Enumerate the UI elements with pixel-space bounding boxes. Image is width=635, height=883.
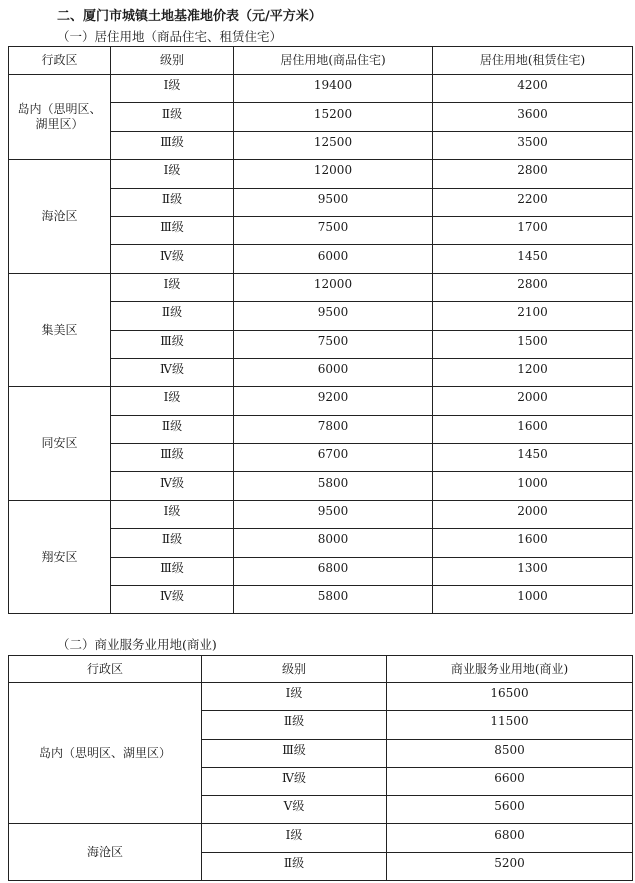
rental-price-cell-text: 1500 xyxy=(517,333,548,348)
level-cell-text: Ⅰ级 xyxy=(163,276,181,291)
commodity-price-cell-text: 9500 xyxy=(317,504,349,519)
commodity-price-cell-text: 5800 xyxy=(317,475,349,490)
commodity-price-cell-text: 9500 xyxy=(317,305,349,320)
residential-table xyxy=(8,46,633,614)
commercial-price-cell-text: 5600 xyxy=(494,799,525,814)
commercial-price-cell xyxy=(387,739,633,767)
commodity-price-cell xyxy=(234,131,433,159)
level-cell xyxy=(111,160,234,188)
district-cell: 同安区 xyxy=(9,387,111,501)
commodity-price-cell xyxy=(234,302,433,330)
commodity-price-cell-text: 12500 xyxy=(313,134,353,149)
commercial-price-cell-text: 5200 xyxy=(494,855,525,870)
commercial-price-cell xyxy=(387,683,633,711)
rental-price-cell xyxy=(433,75,633,103)
table-row xyxy=(9,683,633,711)
table-row xyxy=(9,273,633,301)
level-cell xyxy=(111,131,234,159)
level-cell xyxy=(111,188,234,216)
residential-table-body xyxy=(9,75,633,614)
level-cell-text: Ⅲ级 xyxy=(160,134,184,149)
level-cell xyxy=(202,796,387,824)
level-cell-text: Ⅳ级 xyxy=(160,248,184,263)
commodity-price-cell xyxy=(234,358,433,386)
level-cell-text: Ⅰ级 xyxy=(285,686,303,701)
level-cell-text: Ⅰ级 xyxy=(285,827,303,842)
district-cell: 集美区 xyxy=(9,273,111,387)
level-cell xyxy=(111,586,234,614)
table-row xyxy=(9,500,633,528)
rental-price-cell-text: 1600 xyxy=(517,532,548,547)
level-cell xyxy=(202,711,387,739)
rental-price-cell-text: 3500 xyxy=(517,134,548,149)
commodity-price-cell xyxy=(234,103,433,131)
rental-price-cell-text: 1200 xyxy=(517,362,548,377)
table-row xyxy=(9,160,633,188)
commodity-price-cell-text: 6000 xyxy=(317,248,349,263)
rental-price-cell-text: 1700 xyxy=(517,220,548,235)
rental-price-cell-text: 1000 xyxy=(517,475,548,490)
header-district: 行政区 xyxy=(9,47,111,75)
commodity-price-cell-text: 6700 xyxy=(317,447,349,462)
commodity-price-cell xyxy=(234,529,433,557)
table-row xyxy=(9,387,633,415)
rental-price-cell-text: 1300 xyxy=(517,560,548,575)
level-cell xyxy=(111,500,234,528)
header-rental: 居住用地(租赁住宅) xyxy=(433,47,633,75)
level-cell xyxy=(111,216,234,244)
commodity-price-cell xyxy=(234,75,433,103)
level-cell xyxy=(111,472,234,500)
rental-price-cell xyxy=(433,415,633,443)
rental-price-cell-text: 1600 xyxy=(517,418,548,433)
district-cell: 岛内（思明区、湖里区） xyxy=(9,75,111,160)
commodity-price-cell-text: 15200 xyxy=(313,106,353,121)
header-level: 级别 xyxy=(111,47,234,75)
rental-price-cell xyxy=(433,529,633,557)
level-cell xyxy=(202,852,387,880)
district-cell: 海沧区 xyxy=(9,160,111,274)
commercial-price-cell-text: 6800 xyxy=(494,827,525,842)
rental-price-cell-text: 2100 xyxy=(517,305,548,320)
commodity-price-cell xyxy=(234,586,433,614)
level-cell-text: Ⅱ级 xyxy=(283,855,305,870)
rental-price-cell xyxy=(433,586,633,614)
district-cell: 翔安区 xyxy=(9,500,111,614)
level-cell xyxy=(111,444,234,472)
commodity-price-cell xyxy=(234,245,433,273)
commodity-price-cell xyxy=(234,387,433,415)
level-cell xyxy=(111,415,234,443)
page-title: 二、厦门市城镇土地基准地价表（元/平方米） xyxy=(57,9,322,24)
level-cell-text: Ⅰ级 xyxy=(163,163,181,178)
commodity-price-cell xyxy=(234,500,433,528)
rental-price-cell-text: 1000 xyxy=(517,589,548,604)
level-cell-text: Ⅳ级 xyxy=(160,475,184,490)
level-cell xyxy=(202,739,387,767)
level-cell-text: Ⅱ级 xyxy=(161,418,183,433)
level-cell xyxy=(202,683,387,711)
level-cell-text: Ⅲ级 xyxy=(160,220,184,235)
level-cell-text: Ⅴ级 xyxy=(283,799,305,814)
commodity-price-cell-text: 6800 xyxy=(317,560,349,575)
rental-price-cell-text: 1450 xyxy=(517,447,548,462)
level-cell xyxy=(111,387,234,415)
commercial-price-cell xyxy=(387,711,633,739)
commercial-price-cell xyxy=(387,767,633,795)
level-cell xyxy=(111,103,234,131)
level-cell xyxy=(111,529,234,557)
residential-subtitle: （一）居住用地（商品住宅、租赁住宅） xyxy=(57,29,283,44)
level-cell-text: Ⅳ级 xyxy=(160,362,184,377)
commodity-price-cell-text: 7500 xyxy=(317,333,349,348)
rental-price-cell xyxy=(433,216,633,244)
rental-price-cell xyxy=(433,103,633,131)
commodity-price-cell xyxy=(234,330,433,358)
rental-price-cell-text: 2000 xyxy=(517,390,548,405)
rental-price-cell-text: 1450 xyxy=(517,248,548,263)
level-cell-text: Ⅱ级 xyxy=(161,532,183,547)
rental-price-cell xyxy=(433,387,633,415)
level-cell-text: Ⅰ级 xyxy=(163,78,181,93)
district-cell: 海沧区 xyxy=(9,824,202,881)
level-cell-text: Ⅲ级 xyxy=(282,742,306,757)
level-cell-text: Ⅰ级 xyxy=(163,390,181,405)
level-cell xyxy=(111,557,234,585)
commodity-price-cell-text: 5800 xyxy=(317,589,349,604)
rental-price-cell-text: 2800 xyxy=(517,276,548,291)
commodity-price-cell xyxy=(234,472,433,500)
commodity-price-cell-text: 7500 xyxy=(317,220,349,235)
commodity-price-cell xyxy=(234,188,433,216)
commercial-table-body xyxy=(9,683,633,881)
commodity-price-cell xyxy=(234,444,433,472)
commercial-price-cell-text: 8500 xyxy=(494,742,525,757)
level-cell xyxy=(111,330,234,358)
commercial-price-cell-text: 6600 xyxy=(494,771,525,786)
rental-price-cell xyxy=(433,302,633,330)
commodity-price-cell-text: 6000 xyxy=(317,362,349,377)
commodity-price-cell xyxy=(234,557,433,585)
header-level: 级别 xyxy=(202,656,387,683)
commodity-price-cell xyxy=(234,160,433,188)
level-cell-text: Ⅳ级 xyxy=(160,589,184,604)
commodity-price-cell-text: 9500 xyxy=(317,191,349,206)
commercial-price-cell-text: 11500 xyxy=(490,714,529,729)
level-cell-text: Ⅱ级 xyxy=(283,714,305,729)
commodity-price-cell-text: 12000 xyxy=(313,276,353,291)
rental-price-cell xyxy=(433,358,633,386)
commercial-subtitle: （二）商业服务业用地(商业) xyxy=(57,637,217,652)
level-cell xyxy=(111,245,234,273)
rental-price-cell xyxy=(433,245,633,273)
table-row xyxy=(9,75,633,103)
level-cell xyxy=(202,824,387,852)
commodity-price-cell-text: 7800 xyxy=(317,418,349,433)
commodity-price-cell-text: 12000 xyxy=(313,163,353,178)
level-cell xyxy=(111,358,234,386)
commercial-price-cell xyxy=(387,796,633,824)
commodity-price-cell xyxy=(234,216,433,244)
rental-price-cell xyxy=(433,557,633,585)
commodity-price-cell-text: 19400 xyxy=(313,78,353,93)
rental-price-cell xyxy=(433,273,633,301)
table-header-row xyxy=(9,656,633,683)
rental-price-cell-text: 4200 xyxy=(517,78,548,93)
rental-price-cell xyxy=(433,160,633,188)
header-commodity: 居住用地(商品住宅) xyxy=(234,47,433,75)
header-commercial-price: 商业服务业用地(商业) xyxy=(387,656,633,683)
commodity-price-cell-text: 8000 xyxy=(317,532,349,547)
rental-price-cell xyxy=(433,188,633,216)
rental-price-cell xyxy=(433,444,633,472)
commercial-price-cell-text: 16500 xyxy=(490,686,529,701)
level-cell-text: Ⅲ级 xyxy=(160,333,184,348)
commercial-table xyxy=(8,655,633,881)
commodity-price-cell xyxy=(234,415,433,443)
rental-price-cell-text: 2200 xyxy=(517,191,548,206)
header-district: 行政区 xyxy=(9,656,202,683)
level-cell xyxy=(202,767,387,795)
level-cell xyxy=(111,75,234,103)
level-cell xyxy=(111,273,234,301)
level-cell xyxy=(111,302,234,330)
commercial-price-cell xyxy=(387,824,633,852)
rental-price-cell-text: 2800 xyxy=(517,163,548,178)
table-row xyxy=(9,824,633,852)
level-cell-text: Ⅱ级 xyxy=(161,305,183,320)
level-cell-text: Ⅳ级 xyxy=(282,771,306,786)
table-header-row xyxy=(9,47,633,75)
level-cell-text: Ⅰ级 xyxy=(163,504,181,519)
level-cell-text: Ⅲ级 xyxy=(160,560,184,575)
level-cell-text: Ⅱ级 xyxy=(161,191,183,206)
rental-price-cell xyxy=(433,330,633,358)
commodity-price-cell xyxy=(234,273,433,301)
rental-price-cell xyxy=(433,472,633,500)
rental-price-cell xyxy=(433,500,633,528)
rental-price-cell-text: 2000 xyxy=(517,504,548,519)
rental-price-cell-text: 3600 xyxy=(517,106,548,121)
rental-price-cell xyxy=(433,131,633,159)
commercial-price-cell xyxy=(387,852,633,880)
level-cell-text: Ⅲ级 xyxy=(160,447,184,462)
district-cell: 岛内（思明区、湖里区） xyxy=(9,683,202,824)
level-cell-text: Ⅱ级 xyxy=(161,106,183,121)
commodity-price-cell-text: 9200 xyxy=(317,390,349,405)
